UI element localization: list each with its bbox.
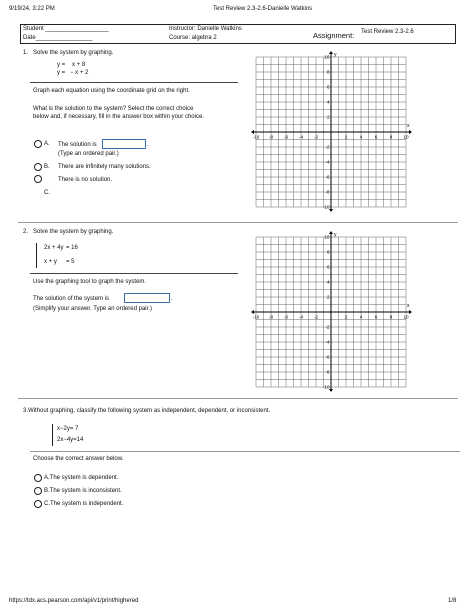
instructor-name: Instructor: Danielle Watkins: [169, 26, 242, 32]
q2-eq2-rhs: = 5: [66, 259, 75, 265]
assignment-value: Test Review 2.3-2.6: [361, 29, 414, 35]
section-divider-1: [18, 222, 458, 223]
y-axis-label: y: [334, 52, 337, 58]
q1-prompt: Solve the system by graphing.: [33, 50, 114, 56]
print-url: https://tdx.acs.pearson.com/api/v1/print/highered: [9, 598, 139, 604]
q3-eq1: x−2y= 7: [57, 426, 79, 432]
y-tick-label: 6: [326, 264, 330, 270]
y-tick-label: 8: [326, 69, 330, 75]
q1-coordinate-grid[interactable]: [249, 50, 415, 212]
x-tick-label: 4: [359, 314, 363, 320]
y-axis-label: y: [334, 232, 337, 238]
q1-eq2-rhs: − x + 2: [70, 70, 89, 76]
y-axis-arrow-down: [329, 209, 333, 212]
x-tick-label: 8: [389, 134, 393, 140]
q3-system-brace: [52, 424, 53, 446]
x-tick-label: -2: [313, 314, 319, 320]
q2-eq1-lhs: 2x + 4y: [44, 245, 64, 251]
q2-prompt: Solve the system by graphing.: [33, 229, 114, 235]
y-tick-label: -8: [325, 189, 330, 195]
x-tick-label: 6: [374, 314, 378, 320]
y-tick-label: -10: [322, 384, 330, 390]
q3-option-a-text: A.The system is dependent.: [44, 475, 119, 481]
q2-answer-period: .: [171, 296, 173, 302]
y-tick-label: -6: [325, 354, 330, 360]
x-tick-label: -8: [268, 134, 274, 140]
x-tick-label: -10: [252, 134, 260, 140]
x-tick-label: -8: [268, 314, 274, 320]
date-field: Date_________________: [23, 35, 93, 41]
x-tick-label: 6: [374, 134, 378, 140]
q1-question-line2: below and, if necessary, fill in the answer box within your choice.: [33, 114, 204, 120]
y-tick-label: -10: [322, 204, 330, 210]
q1-option-c-text: There is no solution.: [58, 177, 113, 183]
y-tick-label: 6: [326, 84, 330, 90]
x-axis-label: x: [407, 123, 410, 129]
student-info-header: [20, 24, 456, 44]
y-axis-arrow: [329, 231, 333, 234]
y-tick-label: 8: [326, 249, 330, 255]
x-tick-label: -6: [283, 134, 289, 140]
y-tick-label: -6: [325, 174, 330, 180]
x-tick-label: 10: [403, 314, 409, 320]
q1-instruction: Graph each equation using the coordinate grid on the right.: [33, 88, 190, 94]
x-tick-label: -2: [313, 134, 319, 140]
student-field: Student ___________________: [23, 26, 109, 32]
q3-option-c-radio[interactable]: [34, 500, 42, 508]
assignment-label: Assignment:: [313, 31, 355, 40]
print-page-number: 1/8: [448, 598, 457, 604]
x-axis-arrow-left: [251, 130, 254, 134]
y-tick-label: 4: [326, 99, 330, 105]
x-axis-label: x: [407, 303, 410, 309]
x-tick-label: -4: [298, 134, 304, 140]
q3-option-b-text: B.The system is inconsistent.: [44, 488, 122, 494]
q1-option-a-period: .: [147, 142, 149, 148]
y-tick-label: -8: [325, 369, 330, 375]
q1-option-b-letter: B.: [44, 164, 50, 170]
q2-system-brace: [36, 243, 37, 268]
y-tick-label: -4: [325, 339, 330, 345]
q1-option-a-text: The solution is: [58, 142, 97, 148]
q1-option-b-text: There are infinitely many solutions.: [58, 164, 151, 170]
x-axis-arrow: [409, 310, 412, 314]
y-tick-label: 10: [324, 54, 330, 60]
q3-option-b-radio[interactable]: [34, 487, 42, 495]
x-tick-label: -6: [283, 314, 289, 320]
q2-coordinate-grid[interactable]: [249, 230, 415, 392]
x-tick-label: -10: [252, 314, 260, 320]
y-axis-arrow-down: [329, 389, 333, 392]
q1-option-b-radio[interactable]: [34, 163, 42, 171]
x-axis-arrow: [409, 130, 412, 134]
q1-eq1-lhs: y =: [57, 62, 66, 68]
y-tick-label: 10: [324, 234, 330, 240]
section-divider-2: [18, 398, 458, 399]
print-datetime: 9/19/24, 3:22 PM: [9, 6, 55, 12]
x-tick-label: 2: [344, 134, 348, 140]
y-tick-label: -2: [325, 324, 330, 330]
q1-number: 1.: [23, 50, 29, 56]
x-tick-label: 10: [403, 134, 409, 140]
y-axis-arrow: [329, 51, 333, 54]
q3-divider: [30, 451, 460, 452]
q1-option-a-hint: (Type an ordered pair.): [58, 151, 119, 157]
q1-option-a-letter: A.: [44, 141, 50, 147]
q2-answer-input[interactable]: [124, 293, 170, 303]
q2-instruction: Use the graphing tool to graph the system.: [33, 279, 147, 285]
course-name: Course: algebra 2: [169, 35, 217, 41]
q3-choose-label: Choose the correct answer below.: [33, 456, 124, 462]
q2-number: 2.: [23, 229, 29, 235]
x-tick-label: 4: [359, 134, 363, 140]
q1-divider: [30, 82, 238, 83]
q1-answer-input[interactable]: [102, 139, 146, 149]
q3-prompt: 3.Without graphing, classify the following system as independent, dependent, or inconsistent.: [23, 408, 271, 414]
x-tick-label: 8: [389, 314, 393, 320]
q1-eq2-lhs: y =: [57, 70, 66, 76]
q2-eq2-lhs: x + y: [44, 259, 57, 265]
q3-eq2: 2x−4y=14: [57, 437, 84, 443]
x-tick-label: -4: [298, 314, 304, 320]
y-tick-label: 2: [326, 294, 330, 300]
q1-option-c-letter: C.: [44, 190, 50, 196]
q3-option-a-radio[interactable]: [34, 474, 42, 482]
q1-eq1-rhs: x + 8: [72, 62, 86, 68]
q1-option-a-radio[interactable]: [34, 140, 42, 148]
q3-option-c-text: C.The system is independent.: [44, 501, 124, 507]
x-tick-label: 2: [344, 314, 348, 320]
y-tick-label: 2: [326, 114, 330, 120]
q2-answer-hint: (Simplify your answer. Type an ordered pair.): [33, 306, 152, 312]
q2-divider: [30, 273, 238, 274]
q1-option-c-radio[interactable]: [34, 175, 42, 183]
q1-question-line1: What is the solution to the system? Select the correct choice: [33, 106, 194, 112]
y-tick-label: -4: [325, 159, 330, 165]
document-title: Test Review 2.3-2.6-Danielle Watkins: [213, 6, 313, 12]
y-tick-label: 4: [326, 279, 330, 285]
q2-eq1-rhs: = 16: [66, 245, 78, 251]
y-tick-label: -2: [325, 144, 330, 150]
x-axis-arrow-left: [251, 310, 254, 314]
q2-answer-label: The solution of the system is: [33, 296, 110, 302]
